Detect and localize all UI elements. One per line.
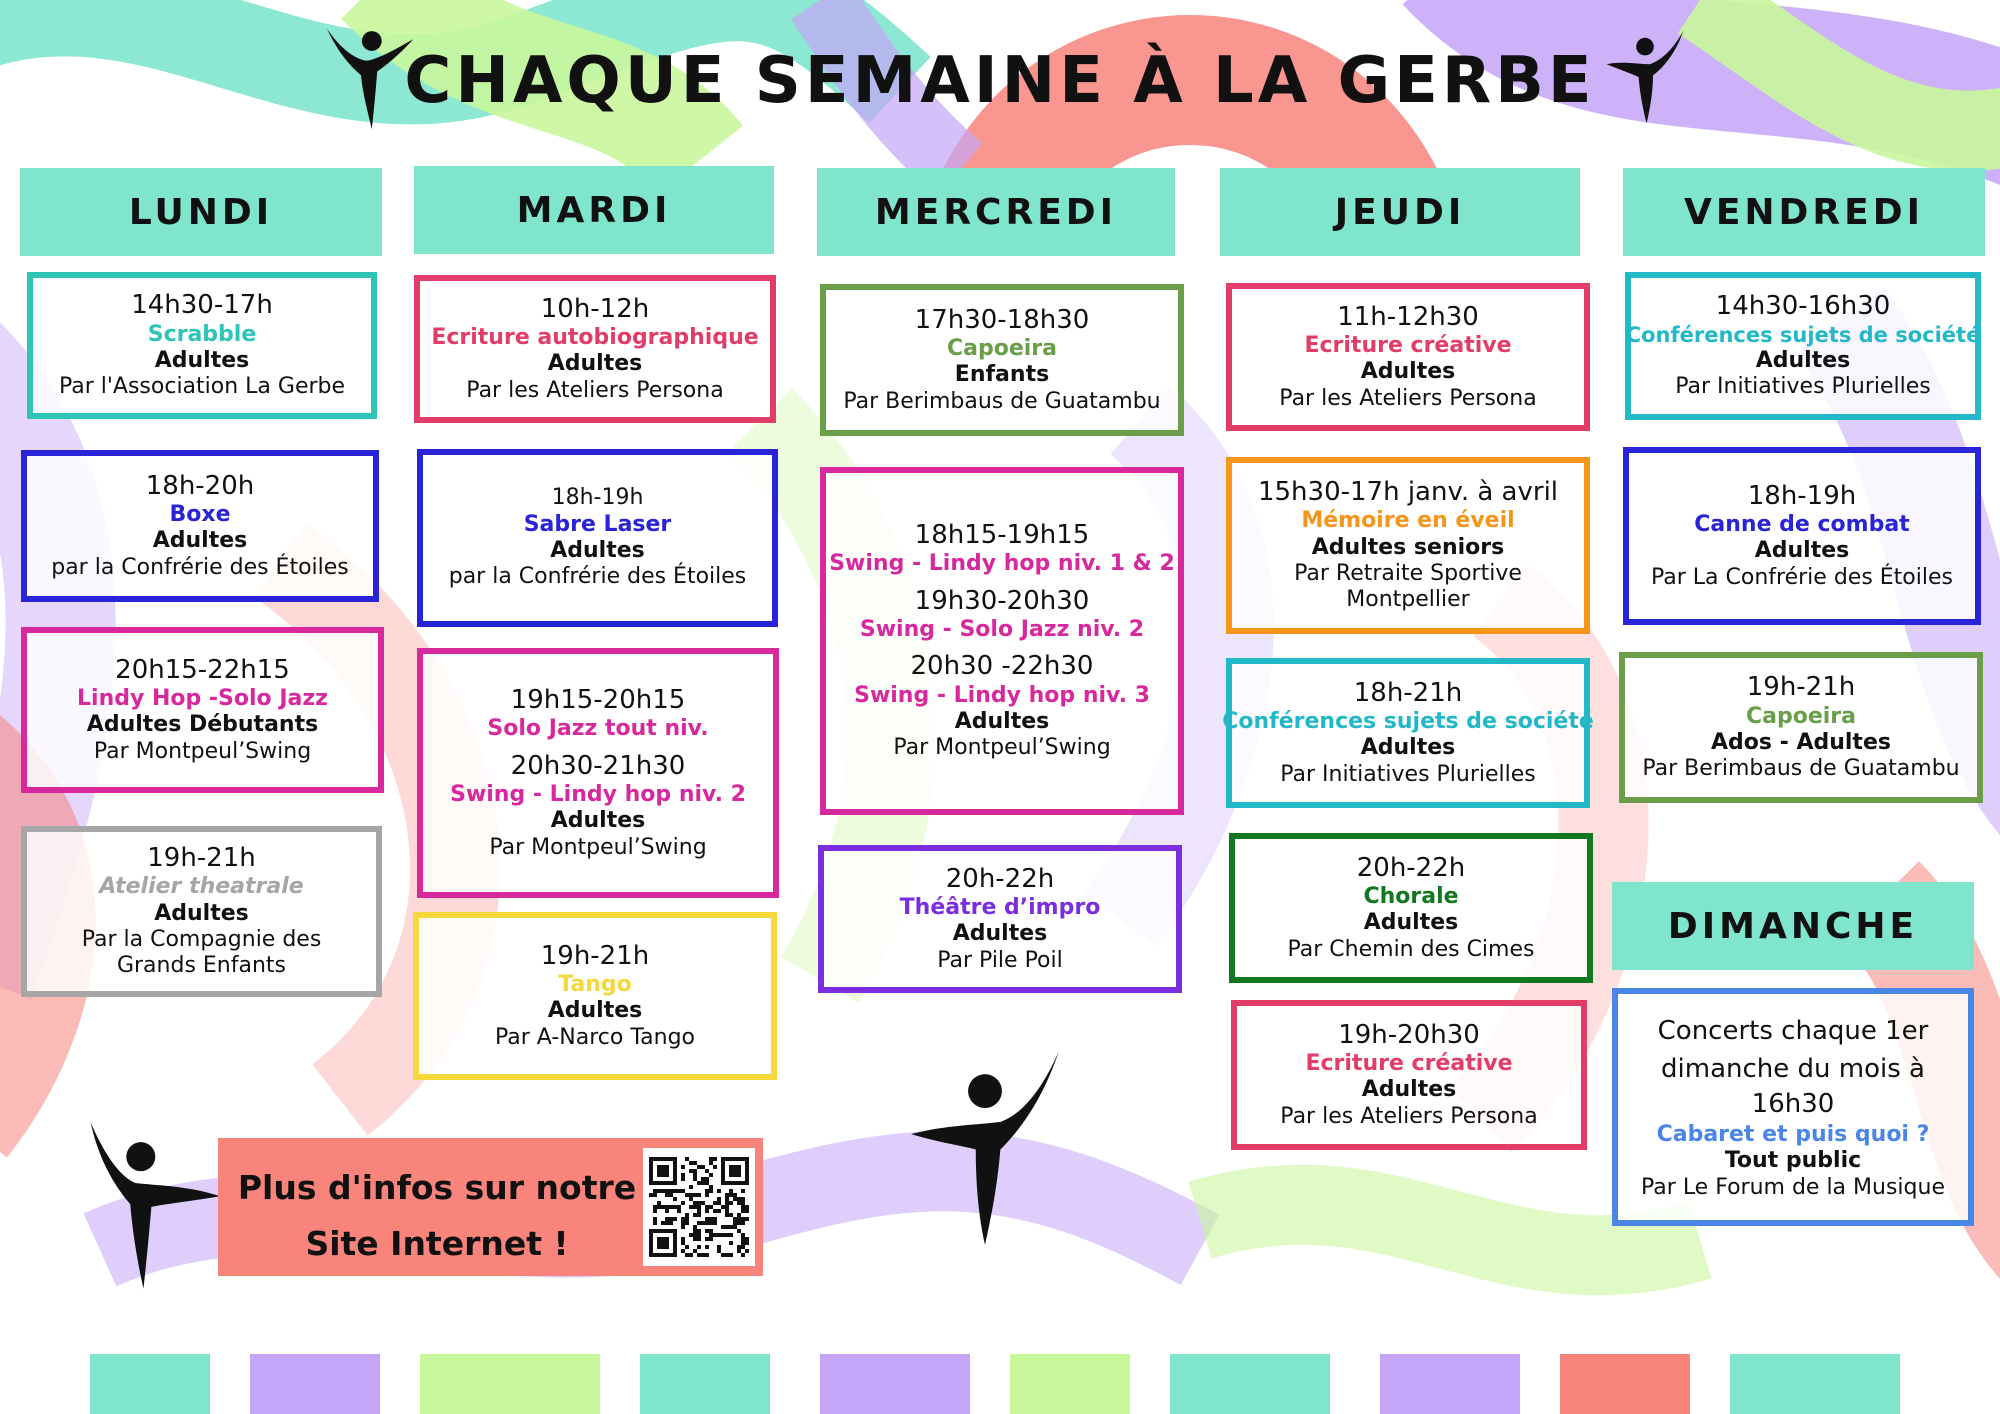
event-organizer: Par l'Association La Gerbe <box>58 374 346 400</box>
event-audience: Adultes <box>550 538 645 563</box>
event-audience: Adultes <box>547 351 643 377</box>
event-time: 19h30-20h30 <box>914 585 1090 616</box>
dancer-icon <box>905 1048 1065 1248</box>
event-card <box>417 449 778 627</box>
event-card <box>1226 457 1590 634</box>
event-activity: Canne de combat <box>1694 512 1910 537</box>
event-card <box>820 284 1184 436</box>
event-audience: Ados - Adultes <box>1711 729 1891 755</box>
event-audience: Adultes Débutants <box>86 712 319 738</box>
event-activity: Conférences sujets de société <box>1625 322 1981 347</box>
event-organizer: Par Retraite Sportive <box>1294 561 1522 587</box>
event-audience: Adultes <box>1360 359 1456 385</box>
dancer-icon <box>1605 22 1685 132</box>
event-audience: Adultes <box>154 347 250 373</box>
event-organizer: Par Montpeul’Swing <box>93 738 312 764</box>
event-audience: Tout public <box>1724 1148 1862 1174</box>
event-time: 15h30-17h janv. à avril <box>1257 477 1559 508</box>
event-card <box>1612 988 1974 1226</box>
event-activity: Swing - Lindy hop niv. 2 <box>450 781 746 807</box>
event-organizer: par la Confrérie des Étoiles <box>448 564 747 590</box>
event-audience: Adultes <box>952 921 1048 947</box>
event-time: 14h30-16h30 <box>1715 291 1891 322</box>
event-card <box>820 467 1184 815</box>
event-activity: Ecriture créative <box>1305 1051 1513 1076</box>
event-audience: Adultes <box>1360 735 1456 761</box>
page-title: CHAQUE SEMAINE À LA GERBE <box>404 44 1596 118</box>
event-activity: Mémoire en éveil <box>1301 508 1515 534</box>
event-audience: Adultes <box>1754 538 1850 564</box>
event-organizer: Par La Confrérie des Étoiles <box>1651 564 1953 590</box>
event-card <box>417 648 779 898</box>
event-time: 18h-19h <box>1747 480 1857 511</box>
event-card <box>21 450 379 602</box>
event-card <box>818 845 1182 993</box>
event-activity: Cabaret et puis quoi ? <box>1656 1122 1930 1147</box>
event-time: 20h30-21h30 <box>510 750 686 781</box>
event-time: 20h-22h <box>945 863 1055 894</box>
event-time: 19h-21h <box>540 940 650 971</box>
event-card <box>1229 833 1593 983</box>
event-time: 20h-22h <box>1356 852 1466 883</box>
event-card <box>1226 283 1590 431</box>
event-card <box>1619 652 1983 803</box>
event-organizer: Par A-Narco Tango <box>495 1024 695 1050</box>
event-organizer: par la Confrérie des Étoiles <box>51 554 349 580</box>
event-organizer: Par Montpeul’Swing <box>893 735 1111 761</box>
event-activity: Boxe <box>169 502 231 527</box>
event-audience: Adultes <box>154 900 249 926</box>
event-audience: Adultes <box>1755 347 1851 373</box>
event-activity: Ecriture créative <box>1304 333 1512 358</box>
event-audience: Adultes <box>954 708 1050 734</box>
event-audience: Adultes <box>547 998 643 1024</box>
event-time: 18h-20h <box>145 470 255 501</box>
event-activity: Swing - Lindy hop niv. 3 <box>854 682 1150 708</box>
event-card <box>414 275 776 423</box>
event-description: Concerts chaque 1er <box>1657 1015 1929 1046</box>
event-organizer: Par les Ateliers Persona <box>466 377 724 403</box>
event-activity: Capoeira <box>1745 703 1856 729</box>
event-audience: Adultes <box>550 808 646 834</box>
event-audience: Adultes <box>152 528 248 554</box>
event-time: 17h30-18h30 <box>914 304 1090 335</box>
event-time: 20h15-22h15 <box>115 654 290 685</box>
dancer-icon <box>325 22 415 132</box>
event-card <box>1231 1000 1587 1150</box>
event-organizer: Par Initiatives Plurielles <box>1280 761 1536 787</box>
day-header-vendredi: VENDREDI <box>1623 168 1985 256</box>
event-card <box>27 272 377 419</box>
info-line: Site Internet ! <box>305 1224 569 1263</box>
info-text <box>232 1160 642 1272</box>
day-header-mercredi: MERCREDI <box>817 168 1175 256</box>
event-time: 19h-21h <box>147 843 256 874</box>
event-audience: Adultes <box>1361 1077 1457 1103</box>
event-activity: Swing - Lindy hop niv. 1 & 2 <box>829 551 1175 577</box>
qr-code-icon[interactable] <box>643 1148 755 1266</box>
event-organizer: Grands Enfants <box>116 953 287 979</box>
event-activity: Ecriture autobiographique <box>431 325 759 350</box>
event-organizer: Par Berimbaus de Guatambu <box>843 388 1161 414</box>
event-activity: Lindy Hop -Solo Jazz <box>77 686 328 711</box>
day-header-jeudi: JEUDI <box>1220 168 1580 256</box>
event-time: 20h30 -22h30 <box>910 651 1094 682</box>
event-activity: Chorale <box>1363 884 1459 909</box>
event-card <box>1222 658 1594 808</box>
info-line: Plus d'infos sur notre <box>237 1168 637 1207</box>
event-organizer: Par Initiatives Plurielles <box>1675 374 1931 400</box>
event-activity: Swing - Solo Jazz niv. 2 <box>859 617 1145 642</box>
qr-code-graphic <box>649 1157 749 1257</box>
event-time: 19h15-20h15 <box>510 685 686 716</box>
event-activity: Scrabble <box>147 321 257 347</box>
event-activity: Solo Jazz tout niv. <box>487 716 709 742</box>
event-card <box>1623 447 1981 625</box>
event-organizer: Par Pile Poil <box>937 947 1063 973</box>
event-time: 18h-21h <box>1353 677 1463 708</box>
event-activity: Atelier theatrale <box>99 874 304 900</box>
event-time: 14h30-17h <box>131 290 273 321</box>
event-time: 18h15-19h15 <box>914 520 1090 551</box>
event-organizer: Par Montpeul’Swing <box>489 834 707 860</box>
event-organizer: Par les Ateliers Persona <box>1279 385 1537 411</box>
day-header-dimanche: DIMANCHE <box>1612 882 1974 970</box>
event-time: 19h-20h30 <box>1338 1019 1480 1050</box>
event-activity: Capoeira <box>946 336 1057 361</box>
event-organizer: Montpellier <box>1346 587 1470 613</box>
event-audience: Adultes <box>1363 910 1459 936</box>
event-organizer: Par les Ateliers Persona <box>1280 1103 1538 1129</box>
event-organizer: Par la Compagnie des <box>81 927 322 953</box>
event-time: 16h30 <box>1751 1089 1835 1120</box>
event-audience: Enfants <box>954 362 1050 388</box>
event-audience: Adultes seniors <box>1311 534 1505 560</box>
event-organizer: Par Berimbaus de Guatambu <box>1642 756 1960 782</box>
event-card <box>413 912 777 1080</box>
event-activity: Conférences sujets de société <box>1222 709 1594 734</box>
event-organizer: Par Chemin des Cimes <box>1287 936 1535 962</box>
event-time: 18h-19h <box>551 485 644 511</box>
event-activity: Sabre Laser <box>523 511 672 537</box>
event-card <box>21 826 382 997</box>
event-card <box>1625 272 1981 420</box>
event-time: 19h-21h <box>1746 672 1856 703</box>
event-card <box>21 627 384 793</box>
day-header-lundi: LUNDI <box>20 168 382 256</box>
event-time: 10h-12h <box>540 293 650 324</box>
dancer-icon <box>88 1118 220 1293</box>
event-activity: Théâtre d’impro <box>899 895 1101 920</box>
event-time: 11h-12h30 <box>1337 301 1479 332</box>
event-organizer: Par Le Forum de la Musique <box>1641 1174 1945 1200</box>
event-activity: Tango <box>558 972 632 997</box>
day-header-mardi: MARDI <box>414 166 774 254</box>
event-description: dimanche du mois à <box>1661 1053 1925 1084</box>
